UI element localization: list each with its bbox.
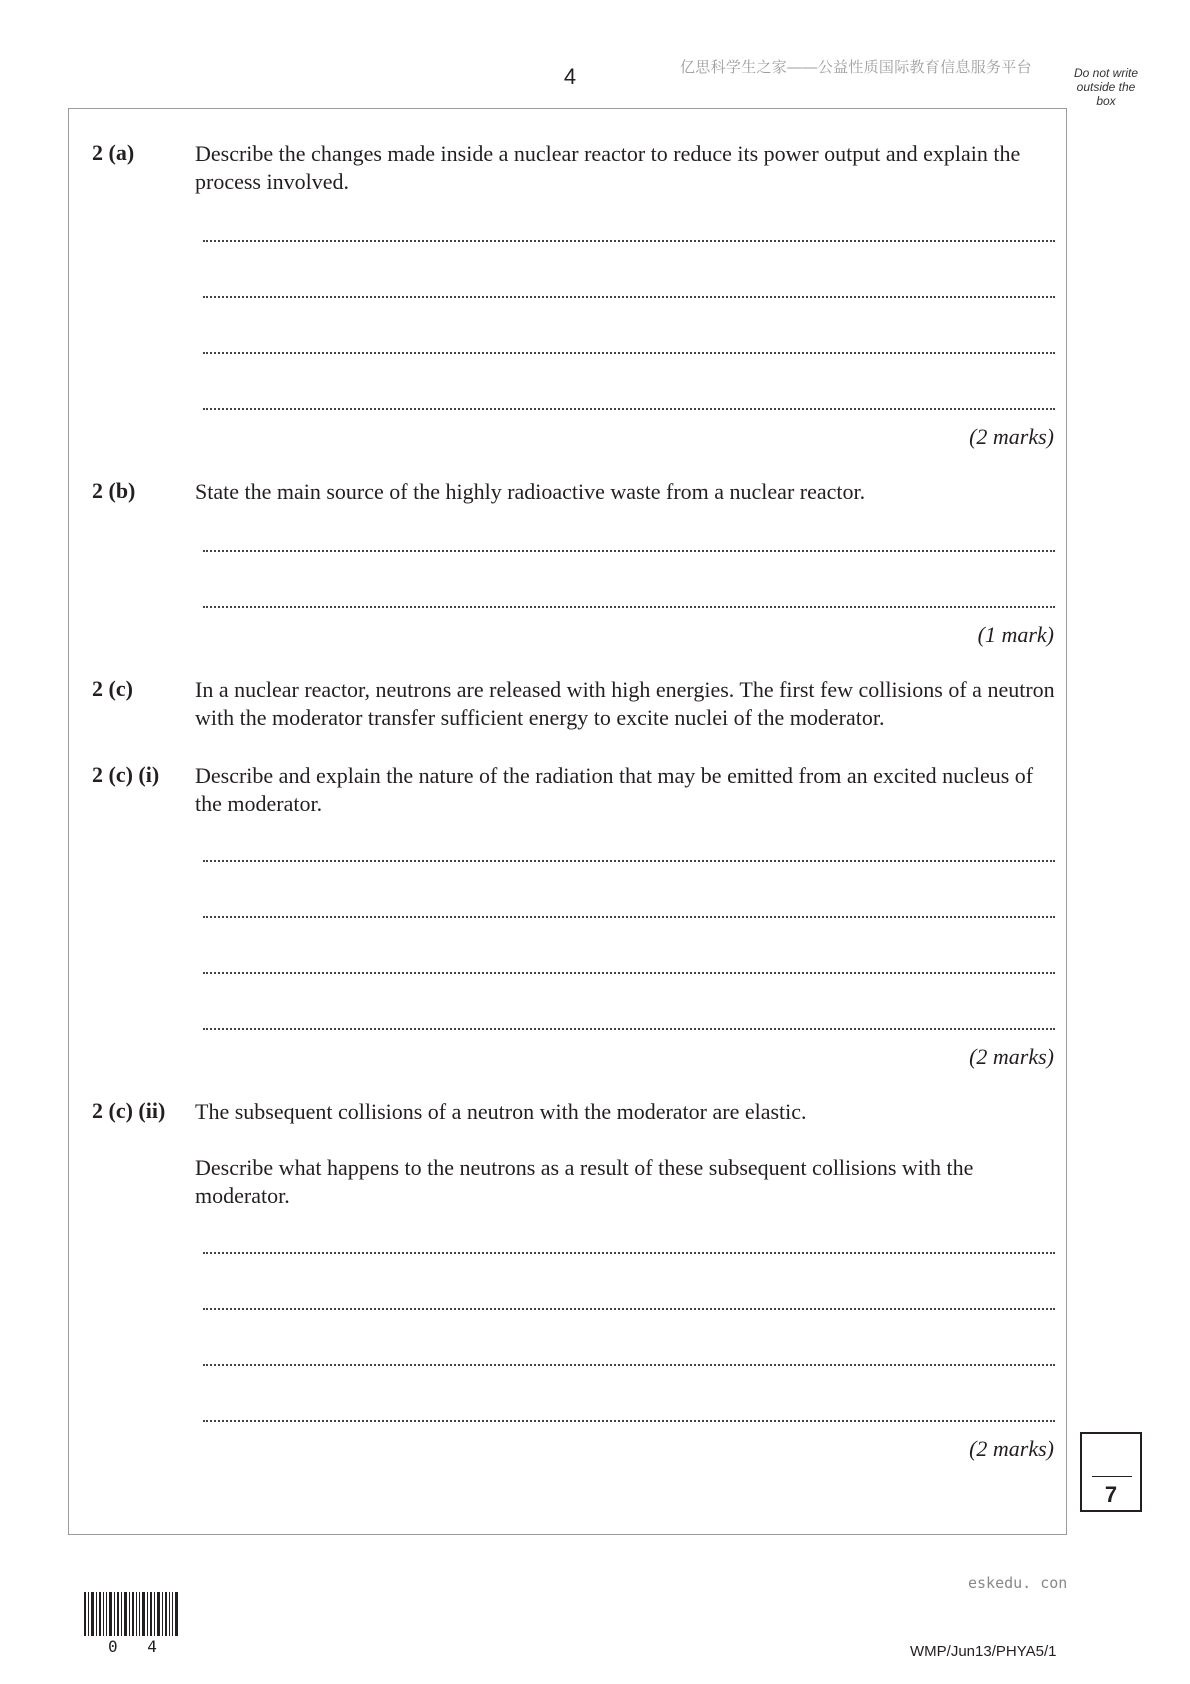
answer-line-2cii-4[interactable]: [203, 1416, 1055, 1422]
marks-2cii: (2 marks): [969, 1436, 1054, 1461]
question-number-2b: 2 (b): [92, 478, 136, 503]
answer-line-2cii-1[interactable]: [203, 1248, 1055, 1254]
question-number-2a: 2 (a): [92, 140, 135, 165]
score-total: 7: [1104, 1482, 1118, 1507]
question-text-2b: State the main source of the highly radioactive waste from a nuclear reactor.: [195, 479, 866, 504]
barcode-digits: 0 4: [108, 1637, 167, 1656]
question-number-2cii: 2 (c) (ii): [92, 1098, 166, 1123]
marks-2a: (2 marks): [969, 424, 1054, 449]
answer-line-2ci-2[interactable]: [203, 912, 1055, 918]
answer-line-2cii-3[interactable]: [203, 1360, 1055, 1366]
question-text-2c: In a nuclear reactor, neutrons are released with high energies. The first few collisions of a neutron with the moderator transfer sufficient energy to excite nuclei of the moderator.: [195, 677, 1055, 730]
question-text-2a: Describe the changes made inside a nuclear reactor to reduce its power output and explain the process involved.: [195, 141, 1021, 194]
marks-2b: (1 mark): [977, 622, 1054, 647]
document-code: WMP/Jun13/PHYA5/1: [910, 1643, 1057, 1660]
score-divider: [1092, 1476, 1132, 1477]
margin-note-line: Do not write: [1073, 66, 1139, 80]
question-text-2cii: The subsequent collisions of a neutron with the moderator are elastic.: [195, 1099, 807, 1124]
answer-line-2ci-4[interactable]: [203, 1024, 1055, 1030]
margin-note-line: outside the: [1076, 80, 1136, 94]
watermark-text: 亿思科学生之家——公益性质国际教育信息服务平台: [680, 59, 1032, 76]
question-number-2ci: 2 (c) (i): [92, 762, 160, 787]
question-text-2ci: Describe and explain the nature of the radiation that may be emitted from an excited nucleus of the moderator.: [195, 763, 1034, 816]
answer-line-2a-4[interactable]: [203, 404, 1055, 410]
margin-note-line: box: [1096, 94, 1116, 108]
score-box: [1080, 1432, 1142, 1512]
answer-box-frame: [68, 108, 1067, 1535]
margin-note: [1066, 66, 1146, 108]
answer-line-2a-1[interactable]: [203, 236, 1055, 242]
answer-line-2a-2[interactable]: [203, 292, 1055, 298]
barcode-icon: [84, 1592, 178, 1636]
question-text-2cii-part2: Describe what happens to the neutrons as a result of these subsequent collisions with the moderator.: [195, 1155, 974, 1208]
question-number-2c: 2 (c): [92, 676, 133, 701]
answer-line-2b-2[interactable]: [203, 602, 1055, 608]
page-number: 4: [563, 64, 577, 89]
answer-line-2ci-3[interactable]: [203, 968, 1055, 974]
answer-line-2a-3[interactable]: [203, 348, 1055, 354]
answer-line-2b-1[interactable]: [203, 546, 1055, 552]
answer-line-2ci-1[interactable]: [203, 856, 1055, 862]
answer-line-2cii-2[interactable]: [203, 1304, 1055, 1310]
site-watermark: eskedu. con: [968, 1574, 1068, 1592]
marks-2ci: (2 marks): [969, 1044, 1054, 1069]
